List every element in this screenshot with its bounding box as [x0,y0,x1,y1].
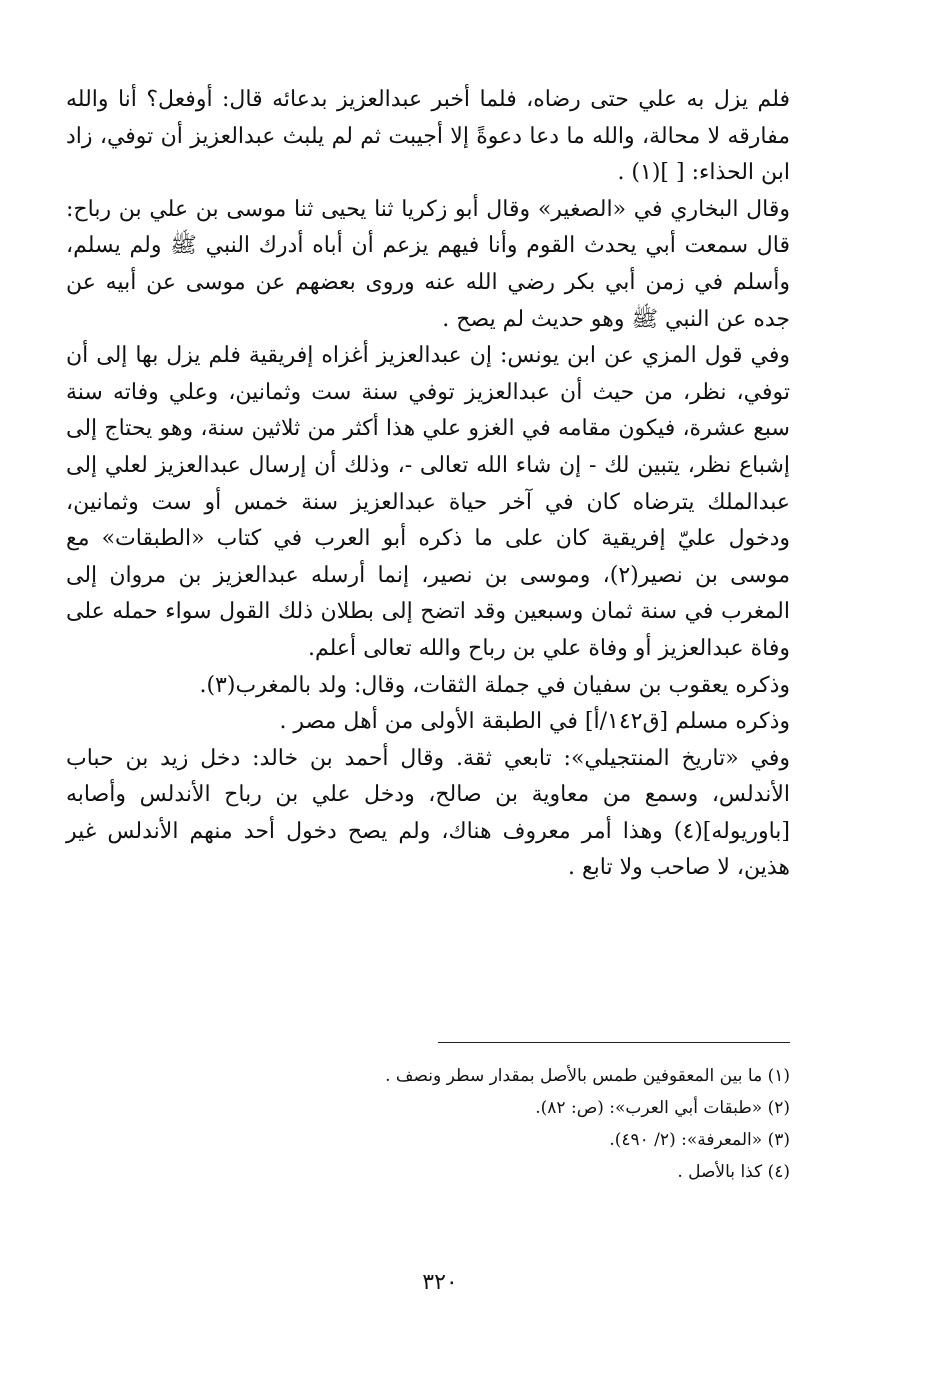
paragraph: وذكره مسلم [ق١٤٢/أ] في الطبقة الأولى من أهل مصر . [279,709,790,735]
paragraph: وذكره يعقوب بن سفيان في جملة الثقات، وقال: ولد بالمغرب(٣). [199,672,790,698]
page-number: ٣٢٠ [422,1270,458,1295]
footnote: (٣) «المعرفة»: (٢/ ٤٩٠). [609,1130,790,1150]
paragraph: وقال البخاري في «الصغير» وقال أبو زكريا ثنا يحيى ثنا موسى بن علي بن رباح: قال سمعت أبي يحدث القوم وأنا فيهم يزعم أن أباه أدرك النبي ﷺ ولم يسلم، وأسلم في زمن أبي بكر رضي الله عنه وروى بعضهم عن موسى عن أبيه عن جده عن النبي ﷺ وهو حديث لم يصح . [66,196,790,332]
footnote: (١) ما بين المعقوفين طمس بالأصل بمقدار سطر ونصف . [385,1066,790,1086]
paragraph: وفي قول المزي عن ابن يونس: إن عبدالعزيز أغزاه إفريقية فلم يزل بها إلى أن توفي، نظر، من حيث أن عبدالعزيز توفي سنة ست وثمانين، وعلي وفاته سنة سبع عشرة، فيكون مقامه في الغزو علي هذا أكثر من ثلاثين سنة، وهو يحتاج إلى إشباع نظر، يتبين لك - إن شاء الله تعالى -، وذلك أن إرسال عبدالعزيز لعلي إلى عبدالملك يترضاه كان في آخر حياة عبدالعزيز سنة خمس أو ست وثمانين، ودخول عليّ إفريقية كان على ما ذكره أبو العرب في كتاب «الطبقات» مع موسى بن نصير(٢)، وموسى بن نصير، إنما أرسله عبدالعزيز بن مروان إلى المغرب في سنة ثمان وسبعين وقد اتضح إلى بطلان ذلك القول سواء حمله على وفاة عبدالعزيز أو وفاة علي بن رباح والله تعالى أعلم. [66,343,790,661]
footnote: (٢) «طبقات أبي العرب»: (ص: ٨٢). [535,1098,790,1118]
footnote-divider [438,1042,790,1043]
footnotes [330,1060,790,1188]
paragraph: فلم يزل به علي حتى رضاه، فلما أخبر عبدالعزيز بدعائه قال: أوفعل؟ أنا والله مفارقه لا محالة، والله ما دعا دعوةً إلا أجيبت ثم لم يلبث عبدالعزيز أن توفي، زاد ابن الحذاء: [ ](١) . [66,87,791,186]
main-text [66,82,790,887]
footnote: (٤) كذا بالأصل . [677,1162,790,1182]
paragraph: وفي «تاريخ المنتجيلي»: تابعي ثقة. وقال أحمد بن خالد: دخل زيد بن حباب الأندلس، وسمع من معاوية بن صالح، ودخل علي بن رباح الأندلس وأصابه [باوريوله](٤) وهذا أمر معروف هناك، ولم يصح دخول أحد منهم الأندلس غير هذين، لا صاحب ولا تابع . [66,745,790,881]
